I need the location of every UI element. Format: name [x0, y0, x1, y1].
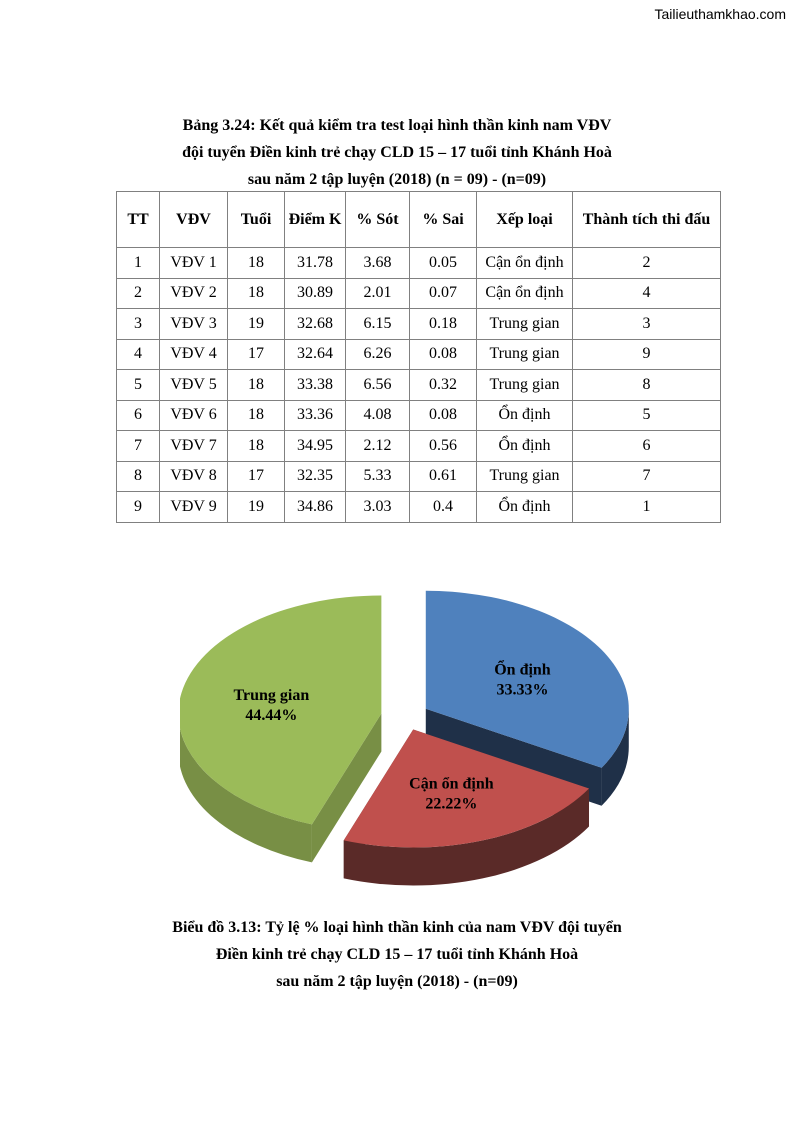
- table-cell: 9: [117, 492, 160, 523]
- table-cell: VĐV 2: [160, 278, 228, 309]
- table-cell: 0.18: [410, 309, 477, 340]
- table-cell: 17: [228, 461, 285, 492]
- table-cell: 2.12: [346, 431, 410, 462]
- table-cell: 34.86: [285, 492, 346, 523]
- column-header: TT: [117, 192, 160, 248]
- table-cell: VĐV 9: [160, 492, 228, 523]
- chart-caption-line: Điền kinh trẻ chạy CLD 15 – 17 tuổi tỉnh Khánh Hoà: [215, 946, 579, 963]
- chart-caption-line: sau năm 2 tập luyện (2018) - (n=09): [276, 973, 518, 990]
- table-cell: Ổn định: [477, 400, 573, 431]
- table-row: [117, 309, 721, 340]
- pie-category-label: Trung gian: [233, 687, 310, 705]
- table-caption: [0, 112, 794, 193]
- table-caption-line: sau năm 2 tập luyện (2018) (n = 09) - (n=09): [247, 171, 547, 188]
- table-cell: 31.78: [285, 248, 346, 279]
- table-cell: VĐV 4: [160, 339, 228, 370]
- table-cell: Trung gian: [477, 370, 573, 401]
- table-cell: 32.68: [285, 309, 346, 340]
- table-cell: Trung gian: [477, 461, 573, 492]
- table-cell: 17: [228, 339, 285, 370]
- table-cell: 6.26: [346, 339, 410, 370]
- table-row: [117, 278, 721, 309]
- table-cell: 18: [228, 400, 285, 431]
- pie-percent-label: 44.44%: [245, 707, 298, 725]
- pie-percent-label: 22.22%: [425, 795, 478, 813]
- column-header: Xếp loại: [477, 192, 573, 248]
- table-cell: 6.15: [346, 309, 410, 340]
- table-cell: 0.61: [410, 461, 477, 492]
- table-cell: Ổn định: [477, 431, 573, 462]
- table-cell: 33.36: [285, 400, 346, 431]
- table-cell: Trung gian: [477, 309, 573, 340]
- table-cell: 18: [228, 278, 285, 309]
- table-cell: 3: [117, 309, 160, 340]
- results-table: [116, 191, 721, 523]
- table-cell: 0.07: [410, 278, 477, 309]
- column-header: Thành tích thi đấu: [573, 192, 721, 248]
- column-header: % Sót: [346, 192, 410, 248]
- table-cell: 6: [117, 400, 160, 431]
- column-header: % Sai: [410, 192, 477, 248]
- table-row: [117, 431, 721, 462]
- table-row: [117, 492, 721, 523]
- table-row: [117, 400, 721, 431]
- table-cell: 4: [573, 278, 721, 309]
- pie-category-label: Ổn định: [494, 661, 551, 679]
- table-cell: 8: [573, 370, 721, 401]
- column-header: VĐV: [160, 192, 228, 248]
- table-cell: 6.56: [346, 370, 410, 401]
- table-cell: 7: [573, 461, 721, 492]
- table-cell: 4.08: [346, 400, 410, 431]
- table-cell: VĐV 6: [160, 400, 228, 431]
- table-cell: 5.33: [346, 461, 410, 492]
- chart-caption: [0, 914, 794, 995]
- table-cell: 5: [573, 400, 721, 431]
- table-cell: Ổn định: [477, 492, 573, 523]
- pie-chart: [180, 588, 640, 908]
- table-cell: Trung gian: [477, 339, 573, 370]
- table-cell: 7: [117, 431, 160, 462]
- table-row: [117, 248, 721, 279]
- table-cell: 0.05: [410, 248, 477, 279]
- table-cell: 4: [117, 339, 160, 370]
- table-cell: 3: [573, 309, 721, 340]
- table-cell: 1: [573, 492, 721, 523]
- table-cell: 2: [573, 248, 721, 279]
- table-row: [117, 461, 721, 492]
- table-caption-line: Bảng 3.24: Kết quả kiểm tra test loại hình thần kinh nam VĐV: [182, 117, 612, 134]
- table-cell: 30.89: [285, 278, 346, 309]
- table-cell: 8: [117, 461, 160, 492]
- table-row: [117, 339, 721, 370]
- pie-category-label: Cận ổn định: [409, 775, 494, 793]
- table-cell: 0.08: [410, 339, 477, 370]
- table-cell: 5: [117, 370, 160, 401]
- table-cell: Cận ổn định: [477, 278, 573, 309]
- table-header-row: [117, 192, 721, 248]
- table-cell: 18: [228, 370, 285, 401]
- table-cell: VĐV 3: [160, 309, 228, 340]
- table-caption-line: đội tuyển Điền kinh trẻ chạy CLD 15 – 17 tuổi tỉnh Khánh Hoà: [182, 144, 612, 161]
- table-cell: 1: [117, 248, 160, 279]
- table-cell: 0.32: [410, 370, 477, 401]
- table-cell: VĐV 5: [160, 370, 228, 401]
- table-cell: 34.95: [285, 431, 346, 462]
- table-cell: 19: [228, 492, 285, 523]
- column-header: Tuổi: [228, 192, 285, 248]
- table-cell: VĐV 8: [160, 461, 228, 492]
- table-cell: 3.03: [346, 492, 410, 523]
- table-cell: 18: [228, 248, 285, 279]
- table-cell: 0.08: [410, 400, 477, 431]
- table-cell: 3.68: [346, 248, 410, 279]
- table-cell: VĐV 7: [160, 431, 228, 462]
- table-cell: 33.38: [285, 370, 346, 401]
- table-cell: Cận ổn định: [477, 248, 573, 279]
- table-cell: 2: [117, 278, 160, 309]
- table-cell: 32.64: [285, 339, 346, 370]
- table-cell: 0.56: [410, 431, 477, 462]
- watermark: Tailieuthamkhao.com: [654, 6, 786, 22]
- table-row: [117, 370, 721, 401]
- table-cell: 9: [573, 339, 721, 370]
- table-cell: 6: [573, 431, 721, 462]
- table-cell: 0.4: [410, 492, 477, 523]
- table-cell: 2.01: [346, 278, 410, 309]
- table-cell: 18: [228, 431, 285, 462]
- table-cell: VĐV 1: [160, 248, 228, 279]
- chart-caption-line: Biểu đồ 3.13: Tỷ lệ % loại hình thần kinh của nam VĐV đội tuyển: [172, 919, 622, 936]
- pie-percent-label: 33.33%: [496, 681, 549, 699]
- table-cell: 32.35: [285, 461, 346, 492]
- column-header: Điểm K: [285, 192, 346, 248]
- table-cell: 19: [228, 309, 285, 340]
